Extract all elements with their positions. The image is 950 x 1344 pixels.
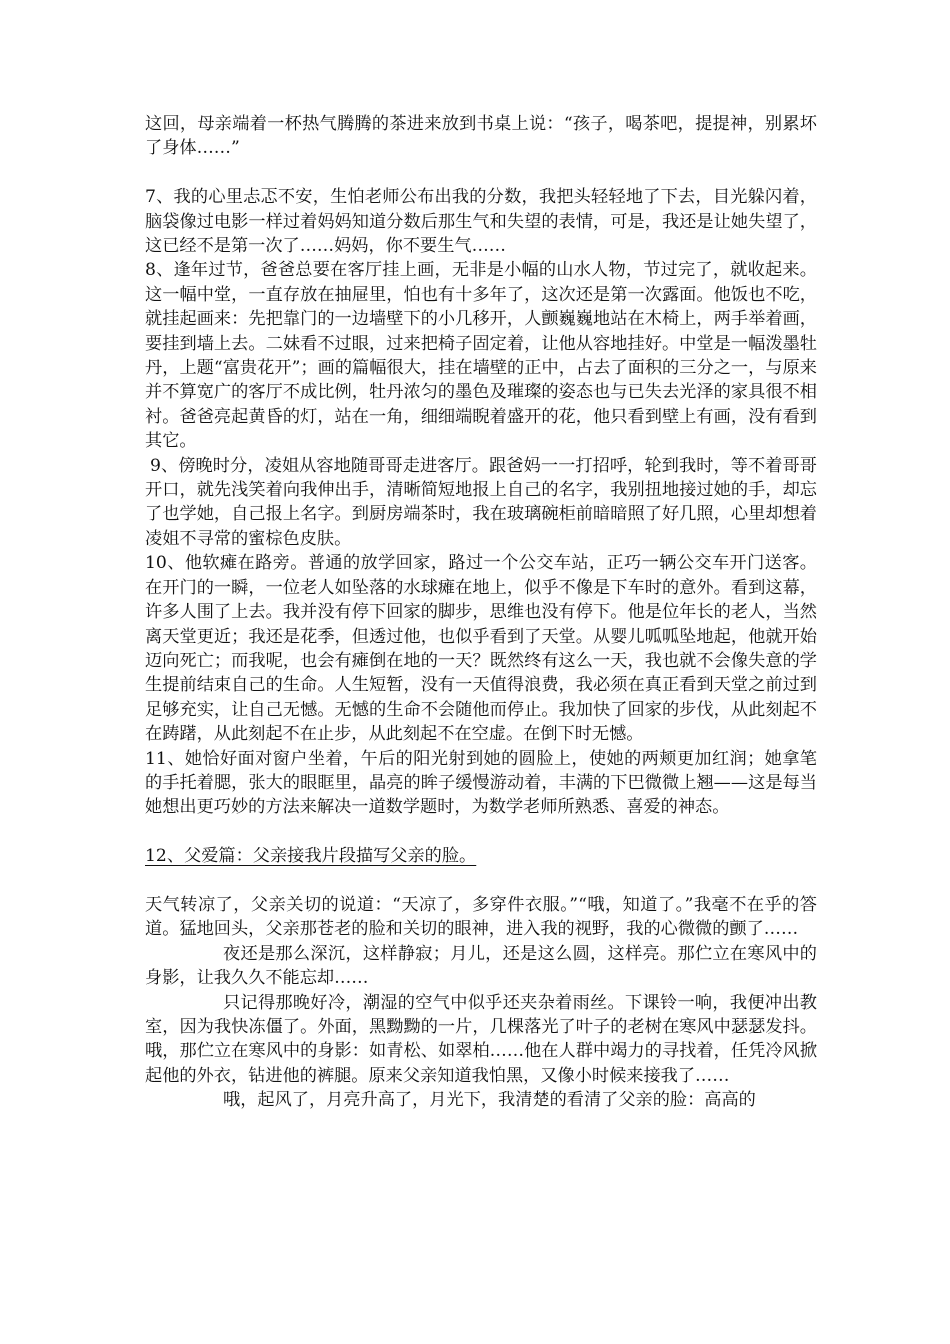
section-heading-12 — [145, 844, 817, 868]
paragraph-memory: 只记得那晚好冷，潮湿的空气中似乎还夹杂着雨丝。下课铃一响，我便冲出教室，因为我快冻僵了。外面，黑黝黝的一片，几棵落光了叶子的老树在寒风中瑟瑟发抖。哦，那伫立在寒风中的身影：如青松、如翠柏……他在人群中竭力的寻找着，任凭冷风掀起他的外衣，钻进他的裤腿。原来父亲知道我怕黑，又像小时候来接我了…… — [145, 992, 817, 1086]
paragraph-10: 10、他软瘫在路旁。普通的放学回家，路过一个公交车站，正巧一辆公交车开门送客。在开门的一瞬，一位老人如坠落的水球瘫在地上，似乎不像是下车时的意外。看到这幕，许多人围了上去。我并没有停下回家的脚步，思维也没有停下。他是位年长的老人，当然离天堂更近；我还是花季，但透过他，也似乎看到了天堂。从婴儿呱呱坠地起，他就开始迈向死亡；而我呢，也会有瘫倒在地的一天？既然终有这么一天，我也就不会像失意的学生提前结束自己的生命。人生短暂，没有一天值得浪费，我必须在真正看到天堂之前过到足够充实，让自己无憾。无憾的生命不会随他而停止。我加快了回家的步伐，从此刻起不在踌躇，从此刻起不在止步，从此刻起不在空虚。在倒下时无憾。 — [145, 553, 817, 745]
paragraph-7: 7、我的心里忐忑不安，生怕老师公布出我的分数，我把头轻轻地了下去，目光躲闪着，脑袋像过电影一样过着妈妈知道分数后那生气和失望的表情，可是，我还是让她失望了，这已经不是第一次了……妈妈，你不要生气…… — [145, 187, 817, 257]
paragraph-weather: 天气转凉了，父亲关切的说道：“天凉了，多穿件衣服。”“哦，知道了。”我毫不在乎的答道。猛地回头，父亲那苍老的脸和关切的眼神，进入我的视野，我的心微微的颤了…… — [145, 894, 817, 940]
document-body — [145, 112, 817, 1113]
paragraph-8: 8、逢年过节，爸爸总要在客厅挂上画，无非是小幅的山水人物，节过完了，就收起来。这一幅中堂，一直存放在抽屉里，怕也有十多年了，这次还是第一次露面。他饭也不吃，就挂起画来：先把靠门的一边墙壁下的小几移开，人颤巍巍地站在木椅上，两手举着画，要挂到墙上去。二妹看不过眼，过来把椅子固定着，让他从容地挂好。中堂是一幅泼墨牡丹，上题“富贵花开”；画的篇幅很大，挂在墙壁的正中，占去了面积的三分之一，与原来并不算宽广的客厅不成比例，牡丹浓匀的墨色及璀璨的姿态也与已失去光泽的家具很不相衬。爸爸亮起黄昏的灯，站在一角，细细端睨着盛开的花，他只看到壁上有画，没有看到其它。 — [145, 260, 817, 452]
paragraph-tea: 这回，母亲端着一杯热气腾腾的茶进来放到书桌上说：“孩子，喝茶吧，提提神，别累坏了身体……” — [145, 114, 817, 159]
paragraph-9: 9、傍晚时分，凌姐从容地随哥哥走进客厅。跟爸妈一一打招呼，轮到我时，等不着哥哥开口，就先浅笑着向我伸出手，清晰简短地报上自己的名字，我别扭地接过她的手，却忘了也学她，自己报上名字。到厨房端茶时，我在玻璃碗柜前暗暗照了好几照，心里却想着凌姐不寻常的蜜棕色皮肤。 — [145, 455, 817, 549]
paragraph-11: 11、她恰好面对窗户坐着，午后的阳光射到她的圆脸上，使她的两颊更加红润；她拿笔的手托着腮，张大的眼眶里，晶亮的眸子缓慢游动着，丰满的下巴微微上翘——这是每当她想出更巧妙的方法来解决一道数学题时，为数学老师所熟悉、喜爱的神态。 — [145, 748, 817, 818]
section-heading-12-text: 12、父爱篇：父亲接我片段描写父亲的脸。 — [145, 846, 477, 867]
paragraph-wind: 哦，起风了，月亮升高了，月光下，我清楚的看清了父亲的脸：高高的 — [223, 1090, 756, 1111]
paragraph-night: 夜还是那么深沉，这样静寂；月儿，还是这么圆，这样亮。那伫立在寒风中的身影，让我久久不能忘却…… — [145, 943, 817, 989]
